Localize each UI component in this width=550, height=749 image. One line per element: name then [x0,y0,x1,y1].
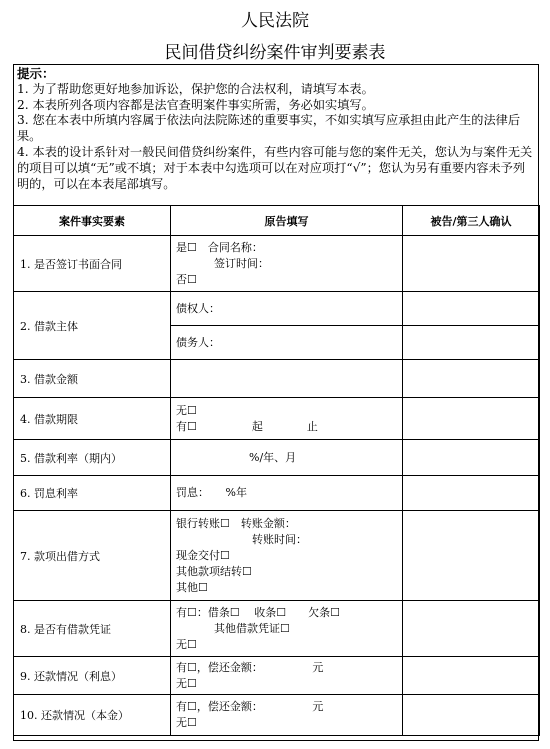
row-label: 2. 借款主体 [14,292,171,360]
plaintiff-field[interactable] [171,657,403,695]
defendant-confirm-field[interactable] [403,326,540,360]
court-name: 人民法院 [241,11,309,31]
field-line: 否☐ [176,272,197,286]
table-row [14,398,540,440]
creditor-field[interactable] [171,292,403,326]
field-line: 其他☐ [176,580,208,594]
field-line: 无☐ [176,403,197,417]
defendant-confirm-field[interactable] [403,440,540,476]
defendant-confirm-field[interactable] [403,601,540,657]
field-line: 有☐ 起 止 [176,419,318,433]
form-title: 民间借贷纠纷案件审判要素表 [164,43,386,63]
field-line: 其他款项结转☐ [176,564,252,578]
table-row [14,236,540,292]
notes-heading: 提示： [17,66,55,81]
notes-section [17,66,535,192]
defendant-confirm-field[interactable] [403,511,540,601]
row-label: 1. 是否签订书面合同 [14,236,171,292]
form-sheet [13,64,539,741]
plaintiff-field[interactable] [171,236,403,292]
plaintiff-field[interactable] [171,398,403,440]
header-plaintiff: 原告填写 [171,206,403,236]
field-line: 债务人： [176,335,220,349]
table-row [14,360,540,398]
header-defendant: 被告/第三人确认 [403,206,540,236]
note-item: 3. 您在本表中所填内容属于依法向法院陈述的重要事实，不如实填写应承担由此产生的法律后果。 [17,113,521,144]
header-elements: 案件事实要素 [14,206,171,236]
table-row [14,292,540,326]
note-item: 4. 本表的设计系针对一般民间借贷纠纷案件，有些内容可能与您的案件无关，您认为与案件无关的项目可以填“无”或不填；对于本表中勾选项可以在对应项打“√”；您认为另有重要内容未予列明的，可以在本表尾部填写。 [17,144,533,191]
field-line: 签订时间： [214,256,269,270]
field-line: 罚息： %年 [176,486,247,499]
elements-table [13,205,540,736]
field-line: 其他借款凭证☐ [214,621,290,635]
row-label: 6. 罚息利率 [14,476,171,511]
defendant-confirm-field[interactable] [403,236,540,292]
field-line: 是☐ 合同名称： [176,240,263,254]
field-line: %/年、月 [216,450,297,464]
defendant-confirm-field[interactable] [403,695,540,736]
table-row [14,601,540,657]
defendant-confirm-field[interactable] [403,292,540,326]
note-item: 2. 本表所列各项内容都是法官查明案件事实所需，务必如实填写。 [17,97,374,112]
field-line: 无☐ [176,676,197,690]
row-label: 3. 借款金额 [14,360,171,398]
row-label: 10. 还款情况（本金） [14,695,171,736]
table-row [14,440,540,476]
field-line: 有☐，偿还金额： 元 [176,660,324,674]
plaintiff-field[interactable] [171,476,403,511]
field-line: 无☐ [176,716,197,729]
table-row [14,476,540,511]
field-line: 有☐，偿还金额： 元 [176,700,324,713]
defendant-confirm-field[interactable] [403,360,540,398]
table-row [14,511,540,601]
row-label: 9. 还款情况（利息） [14,657,171,695]
row-label: 8. 是否有借款凭证 [14,601,171,657]
plaintiff-field[interactable] [171,601,403,657]
field-line: 转账时间： [252,532,307,546]
plaintiff-field[interactable] [171,695,403,736]
field-line: 无☐ [176,637,197,651]
field-line: 债权人： [176,301,220,315]
plaintiff-field[interactable] [171,511,403,601]
debtor-field[interactable] [171,326,403,360]
defendant-confirm-field[interactable] [403,476,540,511]
table-row [14,695,540,736]
row-label: 7. 款项出借方式 [14,511,171,601]
plaintiff-field[interactable] [171,360,403,398]
plaintiff-field[interactable] [171,440,403,476]
table-row [14,657,540,695]
field-line: 现金交付☐ [176,548,230,562]
row-label: 4. 借款期限 [14,398,171,440]
defendant-confirm-field[interactable] [403,398,540,440]
note-item: 1. 为了帮助您更好地参加诉讼，保护您的合法权利，请填写本表。 [17,81,374,96]
row-label: 5. 借款利率（期内） [14,440,171,476]
field-line: 有☐：借条☐ 收条☐ 欠条☐ [176,605,340,619]
field-line: 银行转账☐ 转账金额： [176,516,296,530]
table-header-row [14,206,540,236]
defendant-confirm-field[interactable] [403,657,540,695]
